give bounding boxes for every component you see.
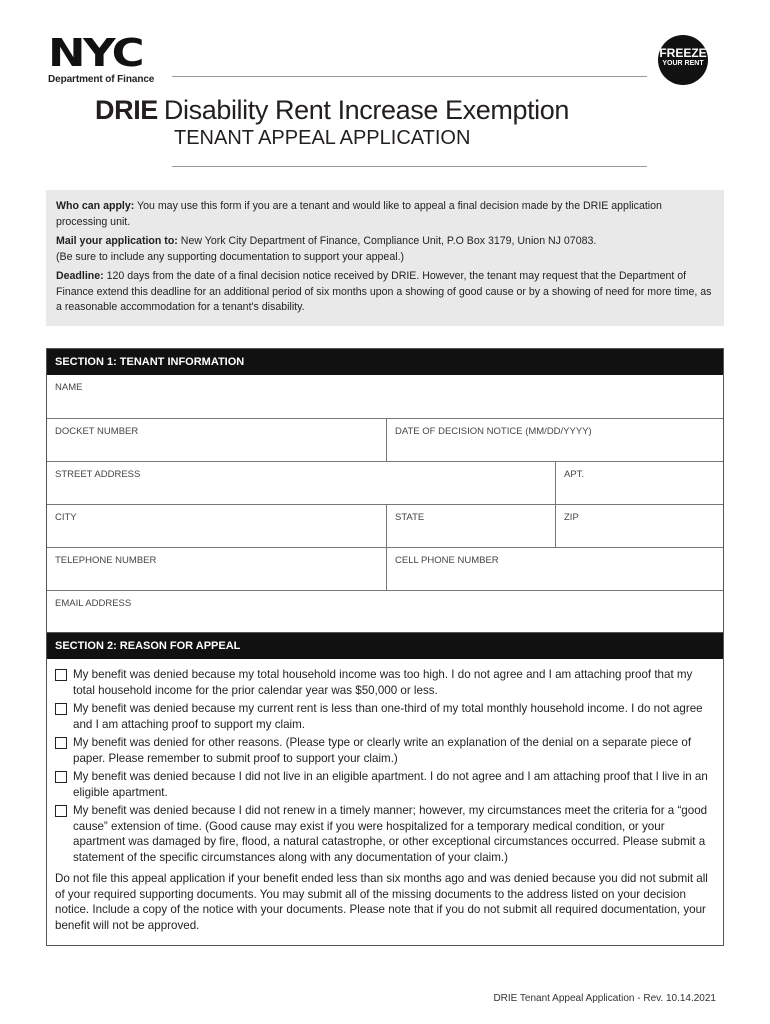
title-rule	[172, 166, 647, 167]
who-text: You may use this form if you are a tenant and would like to appeal a final decision made by the DRIE application processing unit.	[56, 200, 662, 228]
reason-checkbox-rent[interactable]	[55, 703, 67, 715]
reason-option	[47, 735, 723, 766]
state-field[interactable]: STATE	[386, 505, 555, 547]
page-subtitle: TENANT APPEAL APPLICATION	[174, 127, 471, 149]
badge-line-2: YOUR RENT	[662, 60, 704, 67]
instructions-box	[46, 190, 724, 326]
reason-checkbox-apartment[interactable]	[55, 771, 67, 783]
page-title	[95, 95, 569, 126]
reason-checkbox-income[interactable]	[55, 669, 67, 681]
reason-text-renewal: My benefit was denied because I did not renew in a timely manner; however, my circumstances meet the criteria for a “good cause” extension of time. (Good cause may exist if you were hospitalized for a temporary medical condition, or your apartment was damaged by fire, flood, a natural catastrophe, or other exceptional circumstances occurred. Please submit a statement of the specific circumstances along with any documentation of your claim.)	[73, 804, 708, 864]
appeal-note: Do not file this appeal application if your benefit ended less than six months ago and was denied because you did not submit all of your required supporting documents. You may submit all of the missing documents to the address listed on your decision notice. Include a copy of the notice with your documents. Please note that if you do not submit all required documentation, your benefit will not be approved.	[55, 872, 708, 932]
section-2-reason-for-appeal	[46, 632, 724, 946]
zip-field[interactable]: ZIP	[555, 505, 723, 547]
mail-text: New York City Department of Finance, Compliance Unit, P.O Box 3179, Union NJ 07083.	[177, 235, 597, 247]
footer-revision: DRIE Tenant Appeal Application - Rev. 10.14.2021	[493, 993, 716, 1004]
reason-checkbox-renewal[interactable]	[55, 805, 67, 817]
name-field[interactable]: NAME	[55, 382, 83, 393]
docket-number-field[interactable]: DOCKET NUMBER	[55, 426, 139, 437]
decision-date-field[interactable]: DATE OF DECISION NOTICE (MM/DD/YYYY)	[386, 419, 723, 461]
mail-label: Mail your application to:	[56, 235, 178, 247]
reason-option	[47, 769, 723, 800]
apt-field[interactable]: APT.	[555, 462, 723, 504]
city-field[interactable]: CITY	[55, 512, 77, 523]
logo-nyc-text: NYC	[48, 31, 143, 75]
badge-line-1: FREEZE	[659, 46, 707, 60]
freeze-your-rent-badge	[658, 35, 708, 85]
reason-checkbox-other[interactable]	[55, 737, 67, 749]
street-address-field[interactable]: STREET ADDRESS	[55, 469, 141, 480]
reason-option	[47, 803, 723, 865]
reason-option	[47, 667, 723, 698]
logo-department: Department of Finance	[48, 74, 155, 85]
reason-option	[47, 701, 723, 732]
section-2-heading: SECTION 2: REASON FOR APPEAL	[47, 633, 723, 659]
reason-text-income: My benefit was denied because my total household income was too high. I do not agree and I am attaching proof that my total household income for the prior calendar year was $50,000 or less.	[73, 668, 693, 697]
deadline-label: Deadline:	[56, 270, 104, 282]
section-1-tenant-information	[46, 348, 724, 634]
reason-text-apartment: My benefit was denied because I did not live in an eligible apartment. I do not agree and I am attaching proof that I live in an eligible apartment.	[73, 770, 708, 799]
who-can-apply	[56, 199, 714, 230]
reason-text-rent: My benefit was denied because my current rent is less than one-third of my total monthly household income. I do not agree and I am attaching proof to support my claim.	[73, 702, 703, 731]
reason-text-other: My benefit was denied for other reasons. (Please type or clearly write an explanation of the denial on a separate piece of paper. Please remember to submit proof to support your claim.)	[73, 736, 692, 765]
title-acronym: DRIE	[95, 95, 158, 125]
nyc-dof-logo	[48, 31, 163, 85]
email-field[interactable]: EMAIL ADDRESS	[55, 598, 132, 609]
cell-phone-field[interactable]: CELL PHONE NUMBER	[386, 548, 723, 590]
title-text: Disability Rent Increase Exemption	[163, 95, 570, 125]
mail-to	[56, 234, 714, 265]
telephone-field[interactable]: TELEPHONE NUMBER	[55, 555, 157, 566]
mail-note: (Be sure to include any supporting documentation to support your appeal.)	[56, 250, 405, 263]
deadline	[56, 269, 714, 316]
deadline-text: 120 days from the date of a final decision notice received by DRIE. However, the tenant may request that the Department of Finance extend this deadline for an additional period of six months upon a showing of good cause or by a showing of need for more time, as a reasonable accommodation for a tenant's disability.	[56, 270, 712, 313]
who-label: Who can apply:	[56, 200, 135, 212]
header-rule	[172, 76, 647, 77]
section-1-heading: SECTION 1: TENANT INFORMATION	[47, 349, 723, 375]
